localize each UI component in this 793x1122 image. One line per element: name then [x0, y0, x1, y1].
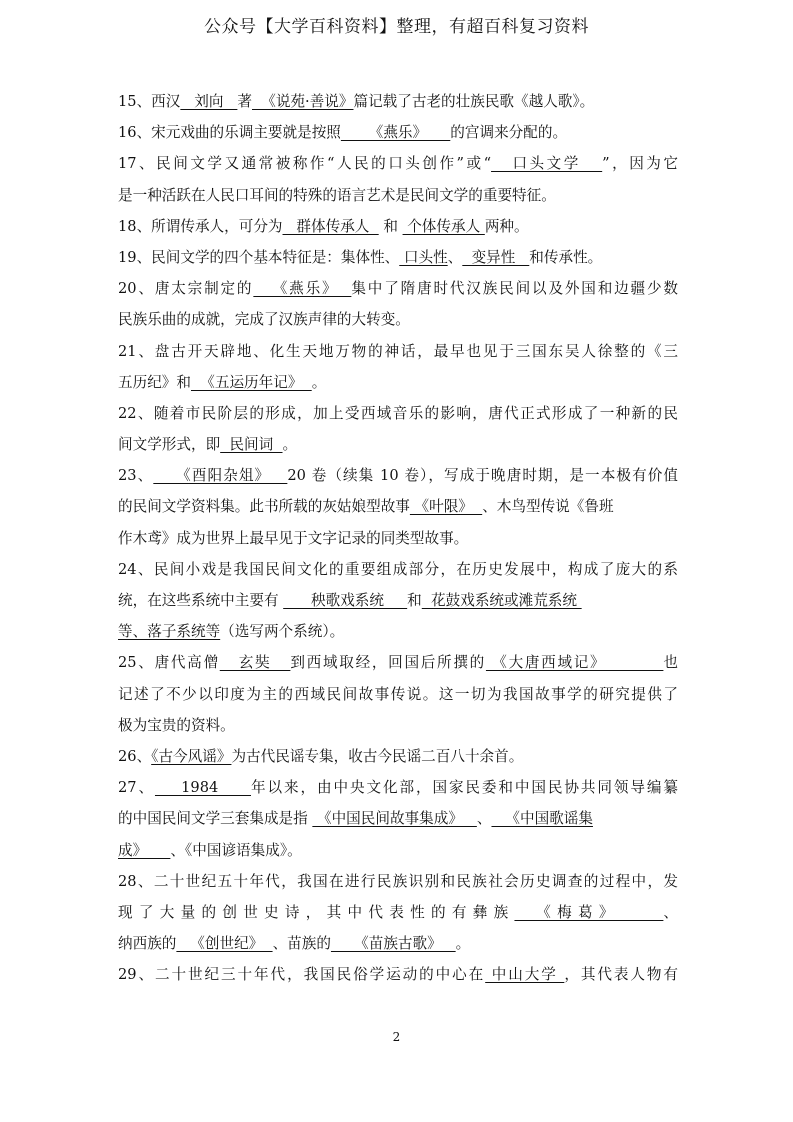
text-segment: 到西域取经，回国后所撰的	[290, 654, 486, 672]
text-segment: 20 卷（续集 10 卷），写成于晚唐时期，是一本极有价值	[287, 467, 678, 485]
text-segment: 24、民间小戏是我国民间文化的重要组成部分，在历史发展中，构成了庞大的系	[118, 560, 678, 578]
text-segment: 和	[407, 592, 422, 609]
answer-blank: 《五运历年记》	[190, 373, 312, 391]
text-segment: 、木鸟型传说《鲁班	[482, 498, 614, 516]
text-segment: ”，因为它	[602, 155, 678, 173]
text-segment: 、	[663, 903, 678, 921]
answer-blank: 口头性	[399, 248, 448, 266]
text-line	[118, 304, 678, 335]
text-segment: 民族乐曲的成就，完成了汉族声律的大转变。	[118, 311, 410, 329]
text-line	[118, 460, 678, 491]
text-segment: 25、唐代高僧	[118, 654, 220, 672]
document-body	[118, 86, 678, 990]
answer-blank: 变异性	[462, 248, 530, 266]
text-segment: 现了大量的创世史诗，其中代表性的有彝族	[118, 903, 515, 921]
page-number: 2	[392, 1030, 401, 1044]
answer-blank: 成》	[118, 841, 171, 859]
text-segment: 、	[476, 810, 492, 828]
text-segment: 19、民间文学的四个基本特征是：集体性、	[118, 248, 400, 266]
text-line	[118, 429, 678, 460]
text-line	[118, 866, 678, 897]
text-line	[118, 491, 678, 522]
answer-blank: 中山大学	[485, 966, 565, 984]
text-segment: 也	[663, 654, 679, 672]
text-segment: 。	[311, 373, 327, 391]
text-segment: 。	[455, 935, 471, 953]
text-segment: 28、二十世纪五十年代，我国在进行民族识别和民族社会历史调查的过程中，发	[118, 872, 678, 890]
answer-blank: 《中国歌谣集	[491, 810, 593, 828]
text-segment: 23、	[118, 467, 154, 485]
answer-blank: 花鼓戏系统或滩荒系统	[421, 592, 582, 609]
answer-blank: 《叶限》	[409, 498, 483, 516]
text-segment: 。	[282, 436, 298, 454]
text-segment: 年以来，由中央文化部，国家民委和中国民协共同领导编纂	[250, 779, 678, 797]
text-segment: 17、民间文学又通常被称作“人民的口头创作”或“	[118, 155, 492, 173]
answer-blank: 《创世纪》	[176, 935, 273, 953]
text-segment: 和	[378, 217, 403, 235]
text-segment: 20、唐太宗制定的	[118, 280, 254, 298]
text-line	[118, 86, 678, 117]
answer-blank: 《说苑·善说》	[252, 93, 354, 110]
answer-blank: 个体传承人	[402, 217, 485, 235]
answer-blank: 《燕乐》	[253, 280, 352, 298]
text-segment: 15、西汉	[118, 93, 181, 110]
answer-blank: 《燕乐》	[340, 124, 451, 142]
text-line	[118, 928, 678, 959]
text-line	[118, 803, 678, 834]
text-line	[118, 242, 678, 273]
text-segment: 22、随着市民阶层的形成，加上受西域音乐的影响，唐代正式形成了一种新的民	[118, 404, 678, 422]
text-line	[118, 211, 678, 242]
text-line	[118, 679, 678, 710]
text-segment: 间文学形式，即	[118, 436, 221, 454]
text-line	[118, 398, 678, 429]
text-segment: 、苗族的	[272, 935, 331, 953]
text-line	[118, 367, 678, 398]
text-segment: 的中国民间文学三套集成是指	[118, 810, 313, 828]
text-segment: 统，在这些系统中主要有	[118, 592, 284, 609]
text-line	[118, 741, 678, 772]
answer-blank: 《梅葛》	[514, 903, 664, 921]
text-segment: 著	[237, 93, 252, 110]
text-segment: 五历纪》和	[118, 373, 191, 391]
text-segment: 、《中国谚语集成》。	[170, 841, 302, 859]
text-segment: 极为宝贵的资料。	[118, 716, 235, 734]
text-segment: 纳西族的	[118, 935, 177, 953]
text-segment: 27、	[118, 779, 155, 797]
answer-blank: 《大唐西域记》	[485, 654, 664, 672]
text-line	[118, 897, 678, 928]
text-line	[118, 772, 678, 803]
text-line	[118, 647, 678, 678]
text-segment: 29、二十世纪三十年代，我国民俗学运动的中心在	[118, 966, 486, 984]
text-line	[118, 336, 678, 367]
text-line	[118, 554, 678, 585]
answer-blank: 群体传承人	[282, 217, 379, 235]
text-line	[118, 585, 678, 616]
text-segment: 的宫调来分配的。	[450, 124, 568, 142]
answer-blank: 玄奘	[219, 654, 291, 672]
text-segment: 记述了不少以印度为主的西域民间故事传说。这一切为我国故事学的研究提供了	[118, 685, 678, 703]
text-segment: （选写两个系统）。	[220, 623, 345, 641]
answer-blank: 秧歌戏系统	[283, 592, 408, 609]
text-segment: 作木鸢》成为世界上最早见于文字记录的同类型故事。	[118, 529, 469, 547]
text-line	[118, 835, 678, 866]
page-header: 公众号【大学百科资料】整理，有超百科复习资料	[204, 17, 589, 37]
text-segment: 18、所谓传承人，可分为	[118, 217, 283, 235]
text-segment: 是一种活跃在人民口耳间的特殊的语言艺术是民间文学的重要特征。	[118, 186, 556, 204]
text-segment: 为古代民谣专集，收古今民谣二百八十余首。	[231, 747, 524, 765]
answer-blank: 刘向	[180, 93, 238, 110]
text-line	[118, 180, 678, 211]
answer-blank: 民间词	[220, 436, 283, 454]
answer-blank: 等、落子系统等	[118, 623, 221, 641]
text-line	[118, 616, 678, 647]
text-line	[118, 148, 678, 179]
text-segment: 集中了隋唐时代汉族民间以及外国和边疆少数	[351, 280, 678, 298]
answer-blank: 1984	[154, 779, 251, 797]
text-segment: 16、宋元戏曲的乐调主要就是按照	[118, 124, 341, 142]
text-line	[118, 710, 678, 741]
text-segment: 和传承性。	[529, 248, 603, 266]
text-segment: 26、	[118, 747, 152, 765]
text-segment: 21、盘古开天辟地、化生天地万物的神话，最早也见于三国东吴人徐整的《三	[118, 342, 678, 360]
text-segment: ，其代表人物有	[564, 966, 678, 984]
answer-blank: 《中国民间故事集成》	[312, 810, 477, 828]
answer-blank: 《古今风谣》	[151, 747, 232, 765]
text-line	[118, 523, 678, 554]
text-line	[118, 117, 678, 148]
text-line	[118, 959, 678, 990]
answer-blank: 口头文学	[491, 155, 603, 173]
answer-blank: 《酉阳杂俎》	[153, 467, 288, 485]
answer-blank: 《苗族古歌》	[330, 935, 456, 953]
text-segment: 两种。	[484, 217, 529, 235]
text-segment: 的民间文学资料集。此书所载的灰姑娘型故事	[118, 498, 410, 516]
text-line	[118, 273, 678, 304]
text-segment: 、	[447, 248, 463, 266]
text-segment: 篇记载了古老的壮族民歌《越人歌》。	[353, 93, 595, 110]
